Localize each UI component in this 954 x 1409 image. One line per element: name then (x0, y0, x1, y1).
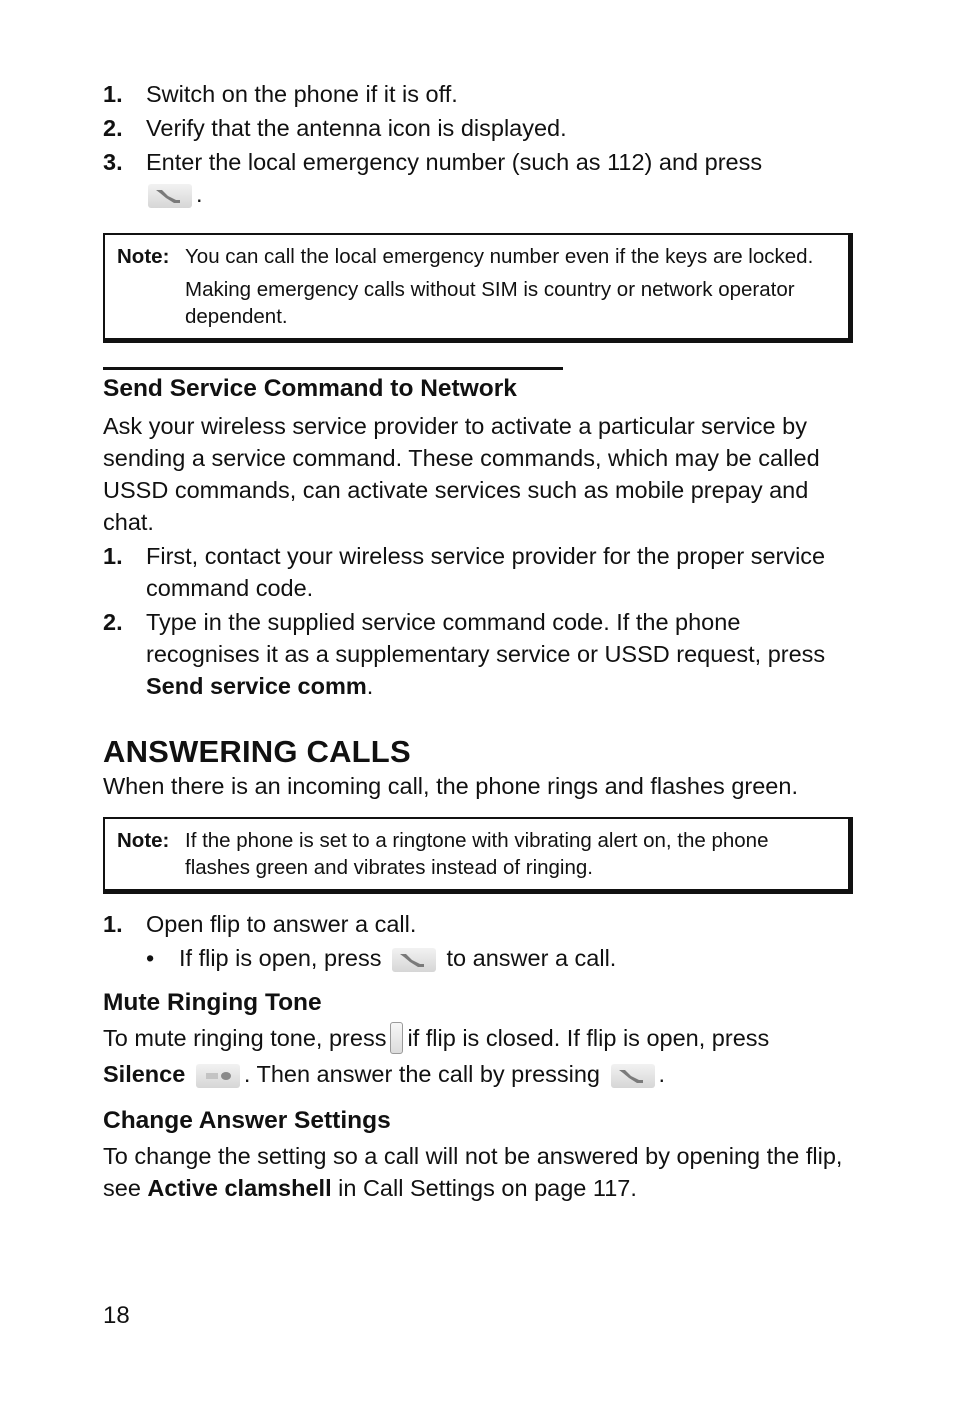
note-box (103, 233, 853, 343)
call-key-icon (611, 1064, 655, 1088)
step-end: . (196, 181, 203, 207)
page-number: 18 (103, 1302, 130, 1329)
note-line: Making emergency calls without SIM is country or network operator dependent. (185, 278, 795, 328)
service-steps (103, 540, 853, 702)
soft-key-label: Silence (103, 1061, 186, 1087)
note-line: You can call the local emergency number even if the keys are locked. (185, 245, 814, 268)
note-body (185, 827, 834, 881)
mute-paragraph: To mute ringing tone, press if flip is closed. If flip is open, press Silence . Then answer the call by pressing . (103, 1022, 853, 1090)
list-item: 2. Type in the supplied service command code. If the phone recognises it as a supplementary service or USSD request, press Send service comm. (103, 606, 853, 702)
section-divider (103, 367, 563, 370)
step-number: 2. (103, 609, 123, 635)
silence-key-icon (196, 1064, 240, 1088)
step-text: First, contact your wireless service provider for the proper service command code. (146, 543, 826, 601)
call-key-icon (148, 184, 192, 208)
step-number: 3. (103, 149, 123, 175)
subsection-heading: Mute Ringing Tone (103, 989, 322, 1016)
step-text: Switch on the phone if it is off. (146, 81, 458, 107)
step-number: 1. (103, 81, 123, 107)
step-text: Type in the supplied service command code. If the phone recognises it as a supplementary service or USSD request, press (146, 609, 826, 667)
step-text: Enter the local emergency number (such as 112) and press (146, 149, 763, 175)
change-paragraph: To change the setting so a call will not be answered by opening the flip, see Active clamshell in Call Settings on page 117. (103, 1143, 843, 1201)
step-number: 1. (103, 911, 123, 937)
answer-steps (103, 908, 853, 974)
note-label: Note: (117, 245, 170, 268)
step-text: Open flip to answer a call. (146, 911, 417, 937)
note-body (185, 243, 834, 330)
list-item (103, 146, 853, 210)
chapter-heading: ANSWERING CALLS (103, 734, 411, 769)
note-box (103, 817, 853, 894)
setting-name: Active clamshell (147, 1175, 332, 1201)
bullet-item: • If flip is open, press to answer a call. (103, 942, 853, 974)
list-item (103, 908, 853, 940)
list-item (103, 78, 853, 110)
section-heading: Send Service Command to Network (103, 375, 517, 402)
note-label: Note: (117, 829, 170, 852)
step-number: 2. (103, 115, 123, 141)
section-intro: Ask your wireless service provider to activate a particular service by sending a service command. These commands, which may be called USSD commands, can activate services such as mobile prepay and chat. (103, 413, 820, 535)
list-item (103, 540, 853, 604)
bullet-dot: • (146, 945, 155, 971)
call-key-icon (392, 948, 436, 972)
side-key-icon (390, 1022, 403, 1054)
emergency-steps (103, 78, 853, 210)
subsection-heading: Change Answer Settings (103, 1107, 391, 1134)
chapter-intro: When there is an incoming call, the phone rings and flashes green. (103, 773, 798, 799)
manual-page (103, 78, 853, 1204)
step-text: Verify that the antenna icon is displayed. (146, 115, 567, 141)
list-item (103, 112, 853, 144)
note-line: If the phone is set to a ringtone with vibrating alert on, the phone flashes green and vibrates instead of ringing. (185, 829, 769, 879)
step-number: 1. (103, 543, 123, 569)
menu-command: Send service comm (146, 673, 367, 699)
